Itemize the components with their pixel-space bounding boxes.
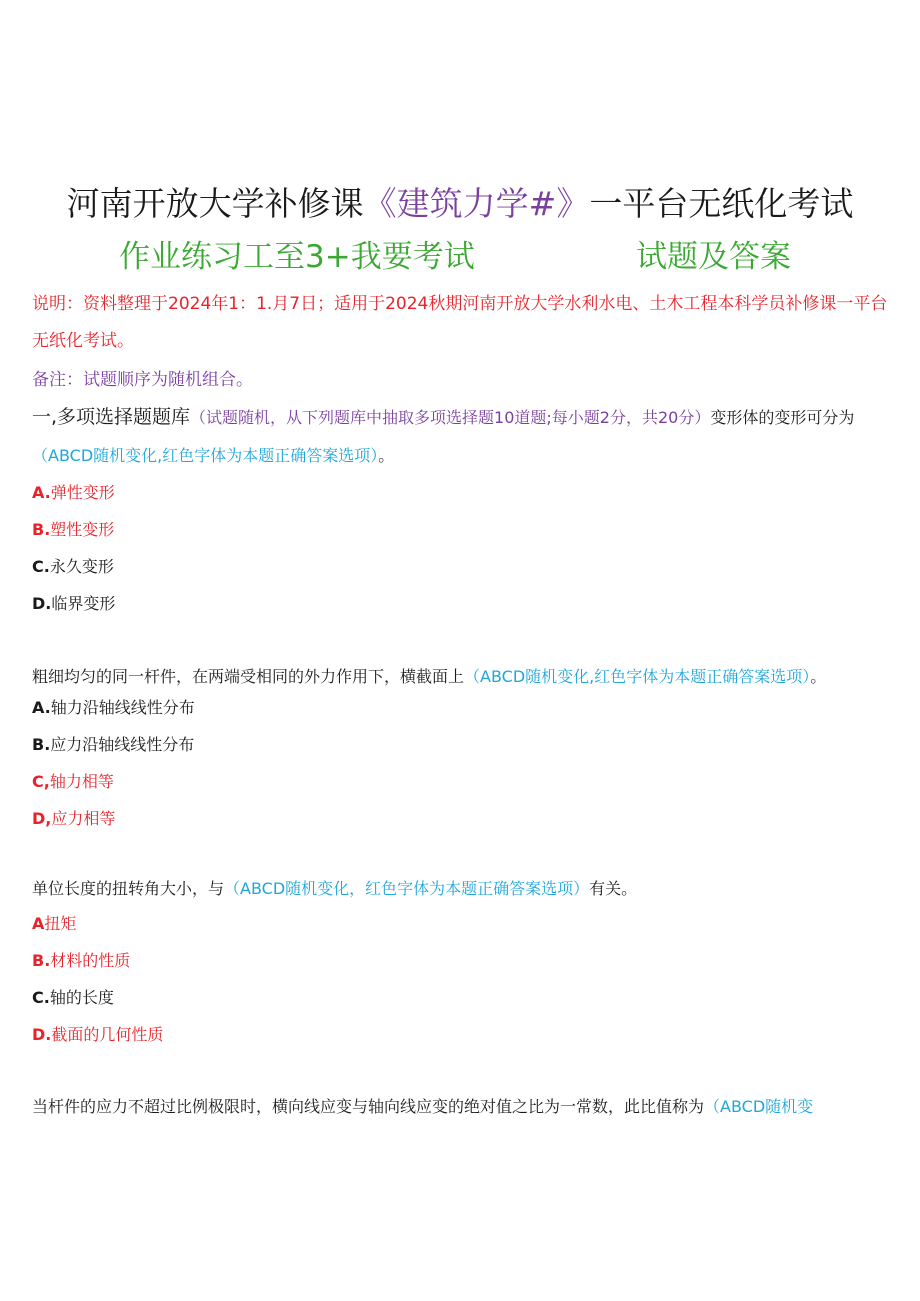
option-text: 塑性变形 xyxy=(50,520,115,539)
option-text: 截面的几何性质 xyxy=(51,1025,164,1044)
option-b xyxy=(32,518,892,555)
question-3-stem xyxy=(32,870,892,908)
option-letter: D. xyxy=(32,1025,52,1044)
question-2 xyxy=(32,658,892,844)
option-a xyxy=(32,481,892,518)
option-c xyxy=(32,770,892,807)
option-b xyxy=(32,733,892,770)
option-letter: C. xyxy=(32,557,50,576)
option-text: 应力相等 xyxy=(51,809,116,828)
option-b xyxy=(32,949,892,986)
option-letter: C. xyxy=(32,988,50,1007)
option-letter: C, xyxy=(32,772,50,791)
description-note: 说明：资料整理于2024年1：1.月7日；适用于2024秋期河南开放大学水利水电、土木工程本科学员补修课一平台无纸化考试。 xyxy=(32,294,888,351)
option-letter: B. xyxy=(32,520,51,539)
subtitle-right: 试题及答案 xyxy=(636,239,791,275)
title-prefix: 河南开放大学补修课 xyxy=(66,184,364,223)
option-letter: B. xyxy=(32,735,51,754)
question-2-stem xyxy=(32,658,892,696)
option-a xyxy=(32,912,892,949)
question-tail: 。 xyxy=(810,667,827,686)
question-4 xyxy=(32,1088,892,1126)
option-text: 临界变形 xyxy=(51,594,116,613)
option-d xyxy=(32,1023,892,1060)
remark-note: 备注：试题顺序为随机组合。 xyxy=(32,370,253,390)
option-text: 扭矩 xyxy=(44,914,77,933)
option-text: 弹性变形 xyxy=(50,483,115,502)
option-text: 应力沿轴线线性分布 xyxy=(50,735,195,754)
option-letter: A. xyxy=(32,483,51,502)
question-stem-text: 当杆件的应力不超过比例极限时，横向线应变与轴向线应变的绝对值之比为一常数，此比值称为 xyxy=(32,1097,705,1116)
question-hint: （ABCD随机变 xyxy=(704,1097,814,1116)
title-suffix: 一平台无纸化考试 xyxy=(589,184,854,223)
question-stem-text: 粗细均匀的同一杆件，在两端受相同的外力作用下，横截面上 xyxy=(32,667,465,686)
option-letter: A xyxy=(32,914,45,933)
question-3 xyxy=(32,870,892,1060)
option-letter: D. xyxy=(32,594,52,613)
document-title xyxy=(0,182,920,226)
question-hint: （ABCD随机变化,红色字体为本题正确答案选项） xyxy=(464,667,811,686)
section-info: （试题随机，从下列题库中抽取多项选择题10道题;每小题2分，共20分） xyxy=(190,408,711,427)
option-letter: B. xyxy=(32,951,51,970)
subtitle-left: 作业练习工至3+我要考试 xyxy=(119,239,475,275)
question-tail: 。 xyxy=(378,446,395,465)
section-heading: 一,多项选择题题库 xyxy=(32,406,191,428)
question-stem-text: 变形体的变形可分为 xyxy=(710,408,855,427)
option-a xyxy=(32,696,892,733)
option-d xyxy=(32,592,892,629)
question-1-stem xyxy=(32,398,892,475)
question-hint: （ABCD随机变化，红色字体为本题正确答案选项） xyxy=(224,879,590,898)
option-letter: D, xyxy=(32,809,52,828)
question-1 xyxy=(32,398,892,629)
question-stem-text: 单位长度的扭转角大小，与 xyxy=(32,879,225,898)
option-letter: A. xyxy=(32,698,51,717)
option-text: 轴力沿轴线线性分布 xyxy=(50,698,195,717)
option-text: 材料的性质 xyxy=(50,951,131,970)
option-text: 轴力相等 xyxy=(49,772,114,791)
question-tail: 有关。 xyxy=(589,879,638,898)
question-hint: （ABCD随机变化,红色字体为本题正确答案选项） xyxy=(32,446,379,465)
question-4-stem xyxy=(32,1088,892,1126)
title-course-name: 《建筑力学#》 xyxy=(363,184,590,223)
option-c xyxy=(32,986,892,1023)
option-text: 轴的长度 xyxy=(49,988,114,1007)
option-text: 永久变形 xyxy=(49,557,114,576)
option-d xyxy=(32,807,892,844)
option-c xyxy=(32,555,892,592)
